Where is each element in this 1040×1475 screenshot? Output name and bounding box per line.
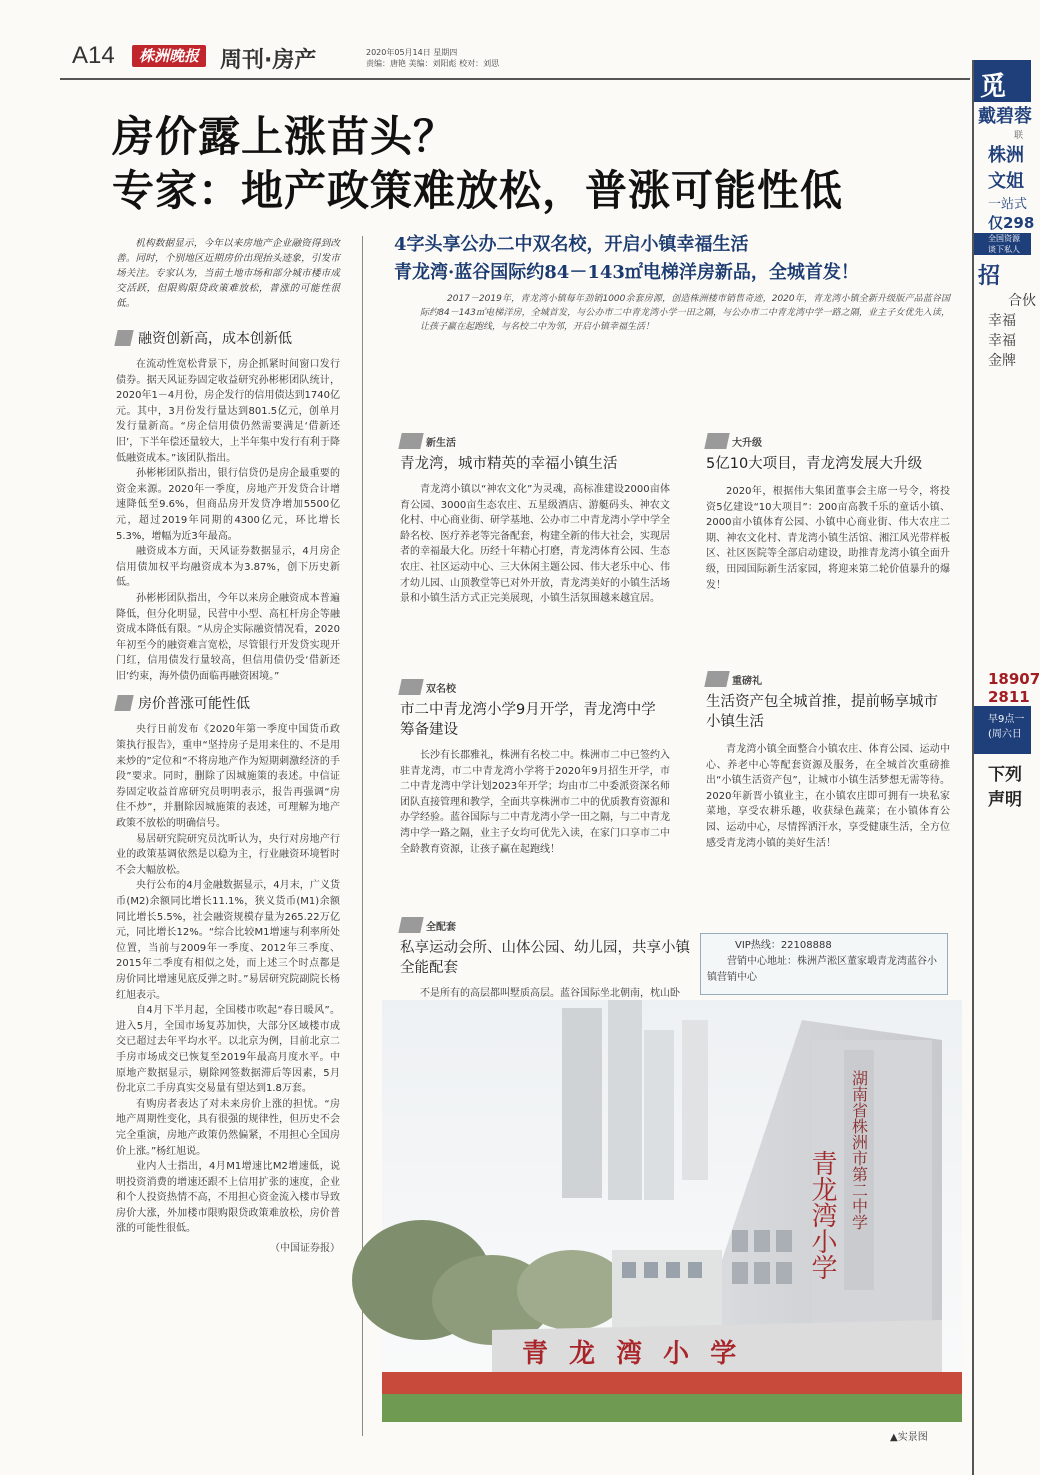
strip-line: 谈下私人 bbox=[974, 244, 1031, 255]
paragraph: 孙彬彬团队指出，银行信贷仍是房企最重要的资金来源。2020年一季度，房地产开发贷合计增速降低至9.6%，但商品房开发贷净增加5500亿元，超过2019年同期的4300亿元，环比增长5.3%，增幅为近3年最高。 bbox=[116, 468, 340, 542]
school-building-illustration bbox=[382, 1000, 962, 1422]
tag-label: 新生活 bbox=[426, 437, 456, 449]
vertical-school-name: 青龙湾小学 bbox=[807, 1150, 837, 1280]
block-title: 私享运动会所、山体公园、幼儿园，共享小镇全能配套 bbox=[400, 940, 690, 976]
strip-phone: 2811 bbox=[988, 688, 1030, 706]
paragraph: 央行日前发布《2020年第一季度中国货币政策执行报告》，重申“坚持房子是用来住的、不是用来炒的”定位和“不将房地产作为短期刺激经济的手段”要求。同时，删除了因城施策的表述。中信证券固定收益首席研究员明明表示，报告再强调“房住不炒”，并删除因城施策的表述，可理解为地产政策不放松的明确信号。 bbox=[116, 724, 340, 830]
school-entrance-sign: 青 龙 湾 小 学 bbox=[522, 1339, 743, 1369]
strip-line: 联 bbox=[1014, 131, 1024, 141]
section-marker-icon bbox=[114, 330, 133, 346]
vertical-school-sign: 湖南省株洲市第二中学 bbox=[849, 1070, 869, 1230]
block-title: 市二中青龙湾小学9月开学，青龙湾中学筹备建设 bbox=[400, 702, 656, 738]
paragraph: 融资成本方面，天风证券数据显示，4月房企信用债加权平均融资成本为3.87%，创下历史新低。 bbox=[116, 546, 340, 589]
strip-line: 文姐 bbox=[988, 171, 1024, 192]
section-heading-1 bbox=[116, 327, 340, 349]
header-rule bbox=[60, 78, 970, 80]
school-photo bbox=[382, 1000, 962, 1422]
strip-line: 幸福 bbox=[988, 333, 1016, 349]
block-tag bbox=[400, 916, 692, 934]
section-title: 周刊·房产 bbox=[220, 48, 317, 73]
feature-intro: 2017－2019年，青龙湾小镇每年劲销1000余套房源，创造株洲楼市销售奇迹，2020年，青龙湾小镇全新升级版产品蓝谷国际约84－143㎡电梯洋房，全城首发，与公办市二中青龙湾小学一田之隔，与公办市二中青龙湾中学一路之隔，业主子女优先入读，让孩子赢在起跑线，与名校二中为邻，开启小镇幸福生活！ bbox=[420, 294, 950, 332]
section-title-1: 融资创新高，成本创新低 bbox=[138, 331, 292, 347]
strip-line: 一站式 bbox=[988, 197, 1028, 212]
strip-line: 全国资源 bbox=[974, 233, 1031, 244]
strip-title: 觅 bbox=[974, 60, 1031, 102]
strip-line: 下列 bbox=[988, 765, 1022, 785]
sales-address: 营销中心地址：株洲芦淞区董家塅青龙湾蓝谷小镇营销中心 bbox=[707, 956, 937, 983]
tag-label: 重磅礼 bbox=[732, 675, 762, 687]
section-marker-icon bbox=[114, 695, 133, 711]
tag-label: 大升级 bbox=[732, 437, 762, 449]
strip-line: 金牌 bbox=[988, 353, 1016, 369]
strip-hours-line: 早9点一 bbox=[988, 714, 1025, 725]
block-tag bbox=[706, 432, 950, 450]
vip-hotline: VIP热线：22108888 bbox=[735, 940, 832, 951]
paragraph: 易居研究院研究员沈昕认为，央行对房地产行业的政策基调依然是以稳为主，行业融资环境暂时不会大幅放松。 bbox=[116, 833, 340, 876]
tag-marker-icon bbox=[704, 433, 729, 449]
block-upgrade bbox=[706, 432, 950, 593]
article-lead: 机构数据显示，今年以来房地产企业融资得到改善。同时，个别地区近期房价出现抬头迹象，引发市场关注。专家认为，当前土地市场和部分城市楼市成交活跃，但限购限贷政策难放松，普涨的可能性很低。 bbox=[116, 238, 340, 309]
block-gift bbox=[706, 670, 950, 851]
paragraph: 在流动性宽松背景下，房企抓紧时间窗口发行债券。据天风证券固定收益研究孙彬彬团队统计，2020年1－4月份，房企发行的信用债达到1740亿元。其中，3月份发行量达到801.5亿元，创单月发行量新高。“房企信用债仍然需要满足‘借新还旧’，下半年偿还量较大，上半年集中发行有利于降低融资成本。”该团队指出。 bbox=[116, 359, 340, 464]
strip-spacer bbox=[974, 370, 1031, 670]
paragraph: 自4月下半月起，全国楼市吹起“春日暖风”。进入5月，全国市场复苏加快，大部分区域楼市成交已超过去年平均水平。以北京为例，目前北京二手房市场成交已恢复至2019年最高月度水平。中原地产数据显示，剔除网签数据滞后等因素，5月份北京二手房真实交易量有望达到1.8万套。 bbox=[116, 1005, 340, 1095]
block-tag bbox=[706, 670, 950, 688]
page-number: A14 bbox=[72, 42, 115, 69]
paragraph: 央行公布的4月金融数据显示，4月末，广义货币(M2)余额同比增长11.1%，狭义货币(M1)余额同比增长5.5%，社会融资规模存量为265.22万亿元，同比增长12%。“综合比较M1增速与利率所处位置，当前与2009年一季度、2012年三季度、2015年二季度有相似之处，而上述三个时点都是房价同比增速见底反弹之时。”易居研究院副院长杨红旭表示。 bbox=[116, 880, 340, 1001]
paragraph: 孙彬彬团队指出，今年以来房企融资成本普遍降低，但分化明显，民营中小型、高杠杆房企等融资成本降低有限。“从房企实际融资情况看，2020年初至今的融资难言宽松，尽管银行开发贷实现开门红，信用债发行量较高，但信用债仍受‘借新还旧’约束，海外债仍面临再融资困境。” bbox=[116, 592, 340, 682]
tag-marker-icon bbox=[704, 671, 729, 687]
article-source: （中国证券报） bbox=[270, 1243, 340, 1255]
headline-line2: 专家：地产政策难放松，普涨可能性低 bbox=[112, 166, 844, 215]
feature-title-1: 4字头享公办二中双名校，开启小镇幸福生活 bbox=[394, 234, 749, 255]
block-title: 青龙湾，城市精英的幸福小镇生活 bbox=[400, 456, 618, 472]
block-text: 青龙湾小镇以“神农文化”为灵魂，高标准建设2000亩体育公园、3000亩生态农庄、五星级酒店、游艇码头、神农文化村、中心商业街、研学基地、公办市二中青龙湾小学中学全龄名校、医疗养老等完备配套，构建全新的伟大社会，实现居者的幸福最大化。历经十年精心打磨，青龙湾体育公园、生态农庄、社区运动中心、三大休闲主题公园、伟大老乐中心、伟才幼儿园、山顶教堂等已对外开放，青龙湾美好的小镇生活场景和小镇生活方式正完美展现，小镇生活氛围越来越宜居。 bbox=[400, 484, 670, 605]
block-new-life bbox=[400, 432, 670, 607]
strip-line: 合伙 bbox=[1008, 293, 1036, 309]
strip-phone: 18907 bbox=[988, 670, 1040, 688]
tag-marker-icon bbox=[398, 679, 423, 695]
vip-hotline-box bbox=[700, 933, 948, 995]
issue-meta bbox=[366, 47, 499, 69]
block-title: 5亿10大项目，青龙湾发展大升级 bbox=[706, 456, 923, 472]
paragraph: 业内人士指出，4月M1增速比M2增速低，说明投资消费的增速还跟不上信用扩张的速度，企业和个人投资热情不高，不用担心资金流入楼市导致房价大涨，外加楼市限购限贷政策难放松，房价普涨的可能性很低。 bbox=[116, 1161, 340, 1235]
headline-line1: 房价露上涨苗头？ bbox=[112, 112, 457, 161]
section-heading-2 bbox=[116, 692, 340, 714]
tag-marker-icon bbox=[398, 433, 423, 449]
strip-line: 戴碧蓉 bbox=[978, 106, 1032, 127]
block-text: 不是所有的高层都叫墅质高层。蓝谷国际坐北朝南，枕山卧 bbox=[420, 988, 680, 999]
strip-line: 招 bbox=[978, 264, 1001, 289]
issue-staff: 责编：唐艳 美编：刘阳彪 校对：刘思 bbox=[366, 59, 500, 68]
photo-caption: ▲实景图 bbox=[890, 1432, 928, 1443]
newspaper-logo: 株洲晚报 bbox=[132, 45, 206, 67]
block-title: 生活资产包全城首推，提前畅享城市小镇生活 bbox=[706, 694, 938, 730]
block-tag bbox=[400, 678, 670, 696]
feature-title-2: 青龙湾·蓝谷国际约84－143㎡电梯洋房新品，全城首发！ bbox=[394, 262, 859, 283]
adjacent-page-strip bbox=[972, 60, 1040, 1475]
block-text: 青龙湾小镇全面整合小镇农庄、体育公园、运动中心、养老中心等配套资源及服务，在全城首次重磅推出“小镇生活资产包”，让城市小镇生活梦想无需等待。2020年新晋小镇业主，在小镇农庄即可拥有一块私家菜地，享受农耕乐趣，收获绿色蔬菜；在小镇体育公园、运动中心，尽情挥洒汗水，享受健康生活，全方位感受青龙湾小镇的美好生活！ bbox=[706, 744, 950, 849]
block-tag bbox=[400, 432, 670, 450]
tag-label: 全配套 bbox=[426, 921, 456, 933]
tag-label: 双名校 bbox=[426, 683, 456, 695]
strip-hours bbox=[974, 706, 1031, 754]
strip-line: 仅298 bbox=[988, 214, 1035, 232]
block-text: 2020年，根据伟大集团董事会主席一号令，将投资5亿建设“10大项目”：200亩高教千乐的童话小镇、2000亩小镇体育公园、小镇中心商业街、伟大农庄二期、神农文化村、青龙湾小镇生活馆、湘江风光带样板区、社区医院等全部启动建设，助推青龙湾小镇全面升级，田园国际新生活家园，将迎来第二轮价值暴升的爆发！ bbox=[706, 486, 950, 591]
strip-hours-line: (周六日 bbox=[988, 729, 1022, 740]
block-text: 长沙有长郡雅礼，株洲有名校二中。株洲市二中已签约入驻青龙湾，市二中青龙湾小学将于2020年9月招生开学，市二中青龙湾中学计划2023年开学；均由市二中委派资深名师团队直接管理和教学，全面共享株洲市二中的优质教育资源和办学经验。蓝谷国际与二中青龙湾小学一田之隔，与二中青龙湾中学一路之隔，业主子女均可优先入读，在家门口享市二中全龄教育资源，让孩子赢在起跑线！ bbox=[400, 750, 670, 855]
block-schools bbox=[400, 678, 670, 857]
paragraph: 有购房者表达了对未来房价上涨的担忧。“房地产周期性变化，具有很强的规律性，但历史不会完全重演，房地产政策仍然偏紧，不用担心全国房价上涨。”杨红旭说。 bbox=[116, 1098, 340, 1157]
strip-line: 声明 bbox=[988, 790, 1022, 810]
strip-line: 株洲 bbox=[988, 145, 1024, 166]
issue-date: 2020年05月14日 星期四 bbox=[366, 48, 458, 57]
section-title-2: 房价普涨可能性低 bbox=[138, 696, 250, 713]
left-article bbox=[116, 236, 340, 1257]
tag-marker-icon bbox=[398, 917, 423, 933]
strip-line: 幸福 bbox=[988, 313, 1016, 329]
